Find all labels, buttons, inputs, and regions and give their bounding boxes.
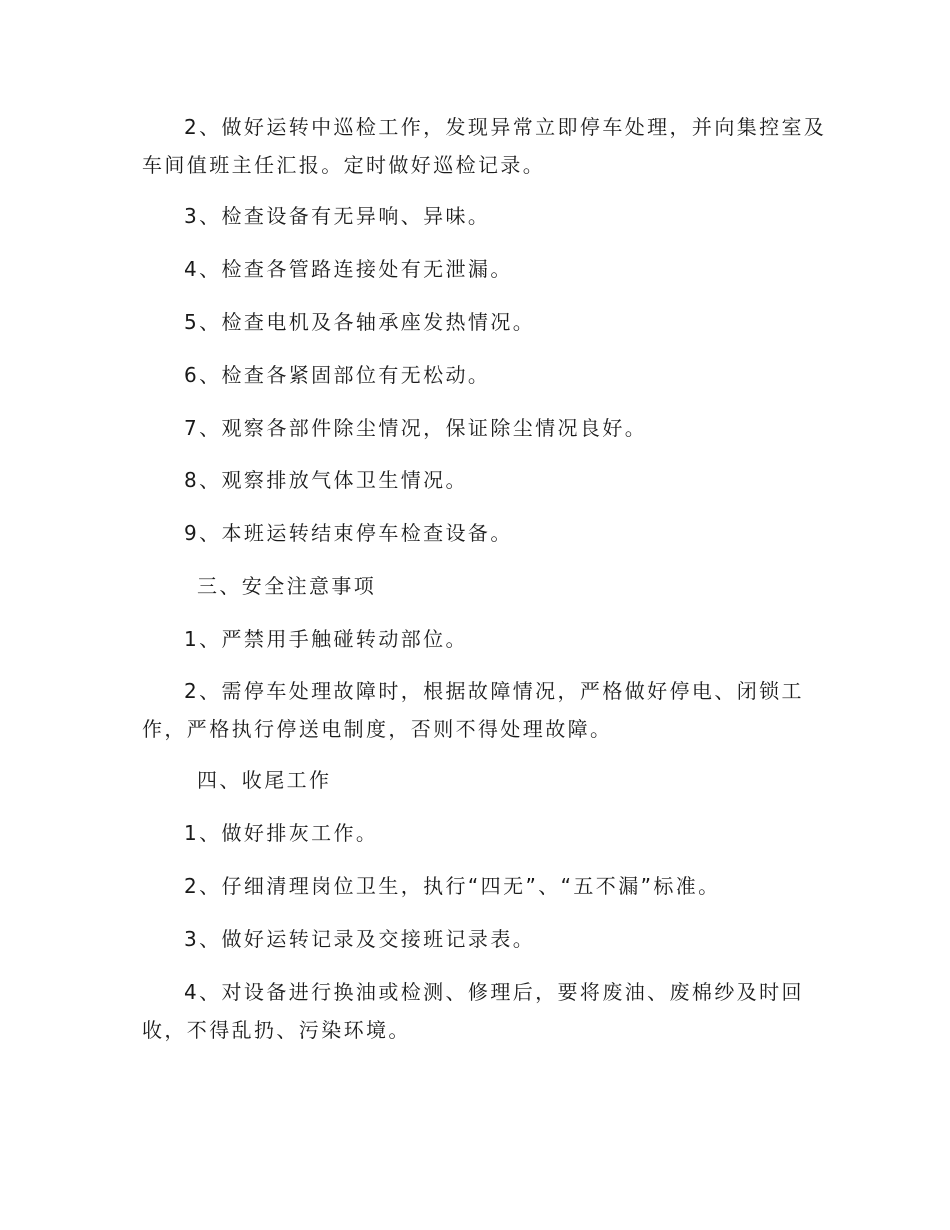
paragraph-safe-1: 1、严禁用手触碰转动部位。 — [184, 627, 468, 651]
paragraph-op-4: 4、检查各管路连接处有无泄漏。 — [184, 257, 513, 281]
paragraph-close-3: 3、做好运转记录及交接班记录表。 — [184, 927, 536, 951]
paragraph-close-4-line-2: 收，不得乱扔、污染环境。 — [142, 1018, 411, 1042]
paragraph-op-2-line-1: 2、做好运转中巡检工作，发现异常立即停车处理，并向集控室及 — [184, 115, 827, 139]
paragraph-close-2: 2、仔细清理岗位卫生，执行“四无”、“五不漏”标准。 — [184, 874, 721, 898]
paragraph-op-3: 3、检查设备有无异响、异味。 — [184, 204, 491, 228]
paragraph-op-7: 7、观察各部件除尘情况，保证除尘情况良好。 — [184, 416, 648, 440]
paragraph-safe-2-line-2: 作，严格执行停送电制度，否则不得处理故障。 — [142, 717, 613, 741]
section-heading-safety: 三、安全注意事项 — [197, 574, 377, 598]
paragraph-op-5: 5、检查电机及各轴承座发热情况。 — [184, 310, 536, 334]
paragraph-op-6: 6、检查各紧固部位有无松动。 — [184, 363, 491, 387]
paragraph-close-1: 1、做好排灰工作。 — [184, 821, 379, 845]
paragraph-op-9: 9、本班运转结束停车检查设备。 — [184, 521, 513, 545]
paragraph-safe-2-line-1: 2、需停车处理故障时，根据故障情况，严格做好停电、闭锁工 — [184, 679, 804, 703]
paragraph-op-2-line-2: 车间值班主任汇报。定时做好巡检记录。 — [142, 153, 546, 177]
section-heading-closing: 四、收尾工作 — [197, 768, 332, 792]
paragraph-op-8: 8、观察排放气体卫生情况。 — [184, 468, 468, 492]
paragraph-close-4-line-1: 4、对设备进行换油或检测、修理后，要将废油、废棉纱及时回 — [184, 980, 804, 1004]
